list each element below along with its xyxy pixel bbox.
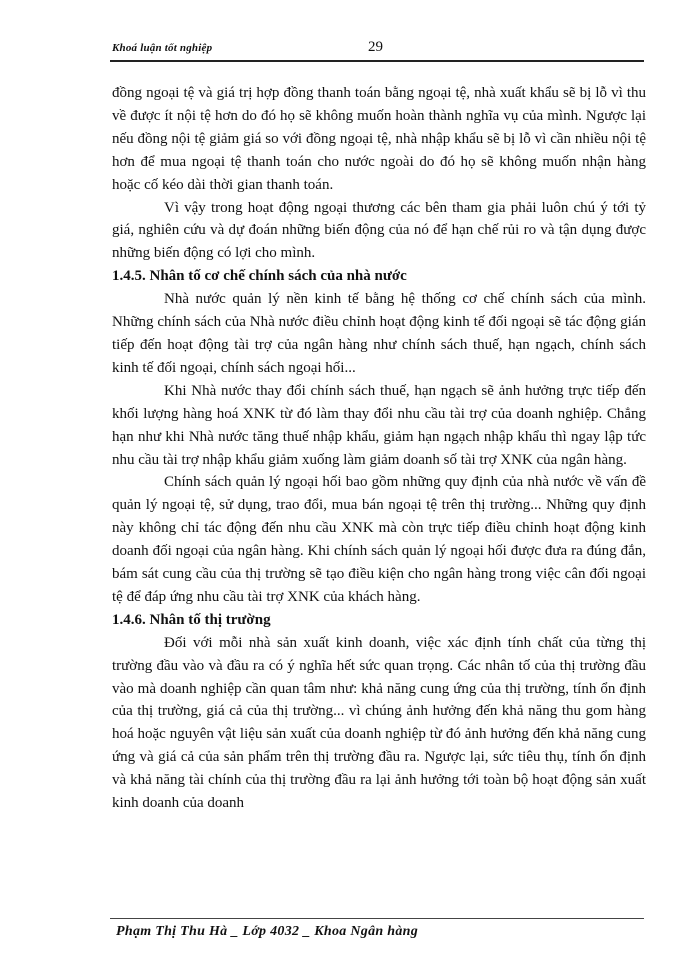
page-number: 29	[368, 39, 383, 55]
footer-divider	[110, 918, 644, 919]
section-heading-1-4-6: 1.4.6. Nhân tố thị trường	[112, 611, 271, 628]
header-title: Khoá luận tốt nghiệp	[112, 42, 213, 54]
header-divider	[110, 60, 644, 62]
paragraph-3: Nhà nước quản lý nền kinh tế bằng hệ thống cơ chế chính sách của mình. Những chính sách của Nhà nước điều chỉnh hoạt động kinh tế đối ngoại sẽ tác động gián tiếp đến hoạt động tài trợ của ngân hàng như chính sách thuế, hạn ngạch, chính sách kinh tế đối ngoại, chính sách ngoại hối...	[112, 291, 646, 376]
page-header	[112, 40, 642, 60]
paragraph-6: Đối với mỗi nhà sản xuất kinh doanh, việc xác định tính chất của từng thị trường đầu vào và đầu ra có ý nghĩa hết sức quan trọng. Các nhân tố của thị trường đầu vào mà doanh nghiệp cần quan tâm như: khả năng cung ứng của thị trường, tính ổn định của thị trường, giá cả của thị trường... vì chúng ảnh hưởng đến khả năng thu gom hàng hoá hoặc nguyên vật liệu sản xuất của doanh nghiệp từ đó ảnh hưởng đến khả năng cung ứng và giá cả của sản phẩm trên thị trường đầu ra. Ngược lại, sức tiêu thụ, tính ổn định và khả năng tài chính của thị trường đầu ra lại ảnh hưởng tới toàn bộ hoạt động sản xuất kinh doanh của doanh	[112, 634, 646, 812]
paragraph-4: Khi Nhà nước thay đổi chính sách thuế, hạn ngạch sẽ ảnh hưởng trực tiếp đến khối lượng hàng hoá XNK từ đó làm thay đổi nhu cầu tài trợ của doanh nghiệp. Chẳng hạn như khi Nhà nước tăng thuế nhập khẩu, giảm hạn ngạch nhập khẩu thì ngay lập tức nhu cầu tài trợ nhập khẩu giảm xuống làm giảm doanh số tài trợ XNK của ngân hàng.	[112, 382, 646, 468]
document-body	[112, 82, 646, 815]
paragraph-1: đồng ngoại tệ và giá trị hợp đồng thanh toán bằng ngoại tệ, nhà xuất khẩu sẽ bị lỗ vì thu về được ít nội tệ hơn do đó họ sẽ không muốn hoàn thành nghĩa vụ của mình. Ngược lại nếu đồng nội tệ giảm giá so với đồng ngoại tệ, nhà nhập khẩu sẽ bị lỗ vì cần nhiều nội tệ hơn để mua ngoại tệ thanh toán cho nước ngoài do đó họ sẽ không muốn nhận hàng hoặc cố kéo dài thời gian thanh toán.	[112, 85, 646, 193]
page-footer: Phạm Thị Thu Hà _ Lớp 4032 _ Khoa Ngân hàng	[116, 924, 419, 939]
paragraph-5: Chính sách quản lý ngoại hối bao gồm những quy định của nhà nước về vấn đề quản lý ngoại tệ, sử dụng, trao đổi, mua bán ngoại tệ trên thị trường... Những quy định này không chỉ tác động đến nhu cầu XNK mà còn trực tiếp điều chỉnh hoạt động kinh doanh đối ngoại của ngân hàng. Khi chính sách quản lý ngoại hối được đưa ra đúng đắn, bám sát cung cầu của thị trường sẽ tạo điều kiện cho ngân hàng trong việc cân đối ngoại tệ để đáp ứng nhu cầu tài trợ XNK của khách hàng.	[112, 474, 646, 605]
paragraph-2: Vì vậy trong hoạt động ngoại thương các bên tham gia phải luôn chú ý tới tỷ giá, nghiên cứu và dự đoán những biến động của nó để hạn chế rủi ro và tận dụng được những biến động có lợi cho mình.	[112, 199, 646, 262]
section-heading-1-4-5: 1.4.5. Nhân tố cơ chế chính sách của nhà nước	[112, 268, 407, 285]
